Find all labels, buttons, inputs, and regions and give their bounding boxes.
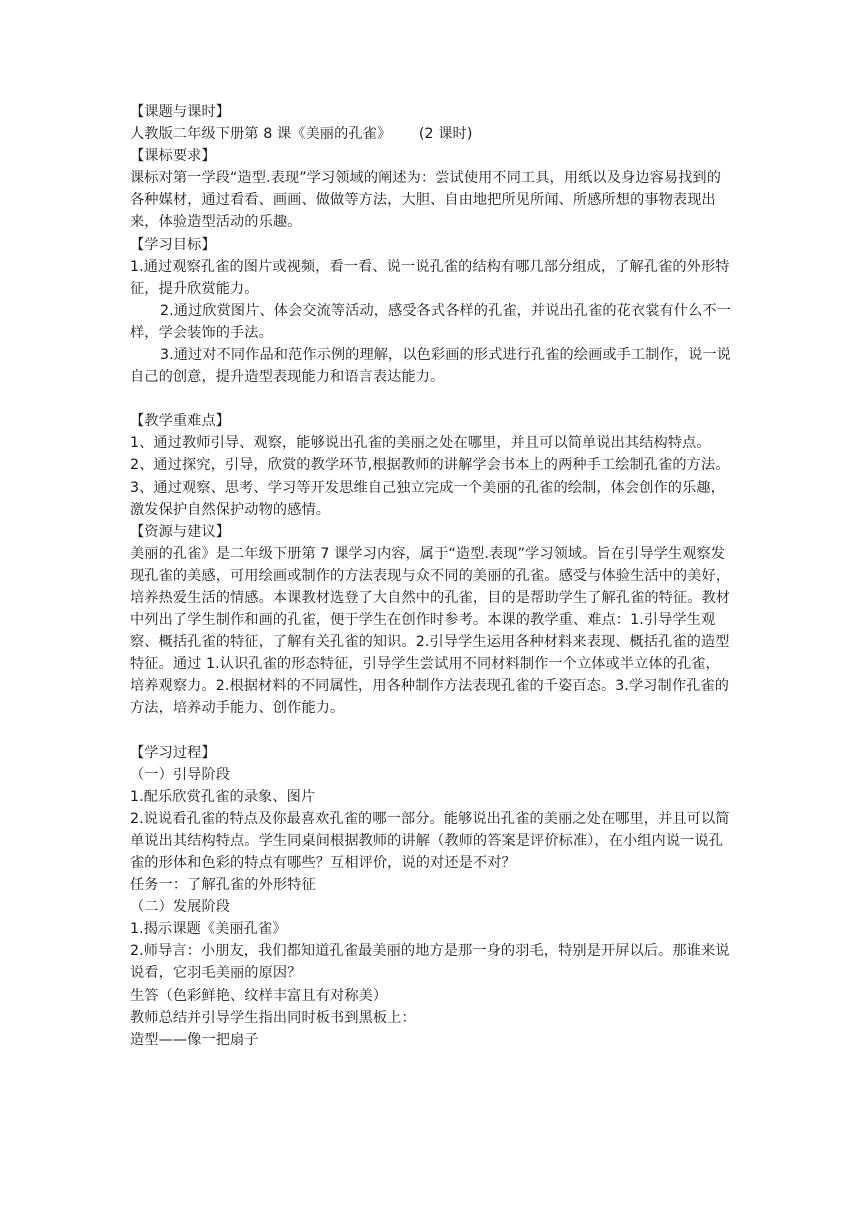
process-step: 2.说说看孔雀的特点及你最喜欢孔雀的哪一部分。能够说出孔雀的美丽之处在哪里，并且可以简单说出其结构特点。学生同桌间根据教师的讲解（教师的答案是评价标准），在小组内说一说孔雀的形体和色彩的特点有哪些？互相评价，说的对还是不对？ xyxy=(130,810,730,871)
document-body xyxy=(130,101,734,1051)
resources-paragraph: 美丽的孔雀》是二年级下册第 7 课学习内容，属于“造型.表现”学习领域。旨在引导学生观察发现孔雀的美感，可用绘画或制作的方法表现与众不同的美丽的孔雀。感受与体验生活中的美好，培养热爱生活的情感。本课教材选登了大自然中的孔雀，目的是帮助学生了解孔雀的特征。教材中列出了学生制作和画的孔雀，便于学生在创作时参考。本课的教学重、难点：1.引导学生观察、概括孔雀的特征，了解有关孔雀的知识。2.引导学生运用各种材料来表现、概括孔雀的造型特征。通过 1.认识孔雀的形态特征，引导学生尝试用不同材料制作一个立体或半立体的孔雀，培养观察力。2.根据材料的不同属性，用各种制作方法表现孔雀的千姿百态。3.学习制作孔雀的方法，培养动手能力、创作能力。 xyxy=(130,545,731,717)
shape-note: 造型——像一把扇子 xyxy=(130,1031,259,1048)
section-heading-goals: 【学习目标】 xyxy=(130,236,216,253)
goal-item-1: 1.通过观察孔雀的图片或视频，看一看、说一说孔雀的结构有哪几部分组成，了解孔雀的外形特征，提升欣赏能力。 xyxy=(130,258,730,297)
goal-item-3: 3.通过对不同作品和范作示例的理解，以色彩画的形式进行孔雀的绘画或手工制作，说一说自己的创意，提升造型表现能力和语言表达能力。 xyxy=(130,347,731,386)
task-line: 任务一：了解孔雀的外形特征 xyxy=(130,877,316,894)
standard-paragraph: 课标对第一学段“造型.表现”学习领域的阐述为：尝试使用不同工具，用纸以及身边容易找到的各种媒材，通过看看、画画、做做等方法，大胆、自由地把所见所闻、所感所想的事物表现出来，体验造型活动的乐趣。 xyxy=(130,170,722,231)
student-answer: 生答（色彩鲜艳、纹样丰富且有对称美） xyxy=(130,987,388,1004)
spacer xyxy=(130,720,734,742)
key-point-2: 2、通过探究，引导，欣赏的教学环节,根据教师的讲解学会书本上的两种手工绘制孔雀的方法。 xyxy=(130,457,730,474)
section-heading-standard: 【课标要求】 xyxy=(130,148,216,165)
teacher-summary: 教师总结并引导学生指出同时板书到黑板上： xyxy=(130,1009,416,1026)
key-point-1: 1、通过教师引导、观察，能够说出孔雀的美丽之处在哪里，并且可以简单说出其结构特点。 xyxy=(130,435,711,452)
process-step: 2.师导言：小朋友，我们都知道孔雀最美丽的地方是那一身的羽毛，特别是开屏以后。那谁来说说看，它羽毛美丽的原因？ xyxy=(130,943,730,982)
key-point-3: 3、通过观察、思考、学习等开发思维自己独立完成一个美丽的孔雀的绘制，体会创作的乐趣，激发保护自然保护动物的感情。 xyxy=(130,479,725,518)
spacer xyxy=(130,388,734,410)
stage-heading-guide: （一）引导阶段 xyxy=(130,766,231,783)
process-step: 1.配乐欣赏孔雀的录象、图片 xyxy=(130,788,316,805)
section-heading-key-points: 【教学重难点】 xyxy=(130,413,231,430)
section-heading-topic: 【课题与课时】 xyxy=(130,104,231,120)
goal-item-2: 2.通过欣赏图片、体会交流等活动，感受各式各样的孔雀，并说出孔雀的花衣裳有什么不一样，学会装饰的手法。 xyxy=(130,302,731,341)
stage-heading-develop: （二）发展阶段 xyxy=(130,899,231,916)
section-heading-process: 【学习过程】 xyxy=(130,744,216,761)
process-step: 1.揭示课题《美丽孔雀》 xyxy=(130,921,287,938)
section-heading-resources: 【资源与建议】 xyxy=(130,523,231,540)
topic-line: 人教版二年级下册第 8 课《美丽的孔雀》 (2 课时) xyxy=(130,126,473,143)
